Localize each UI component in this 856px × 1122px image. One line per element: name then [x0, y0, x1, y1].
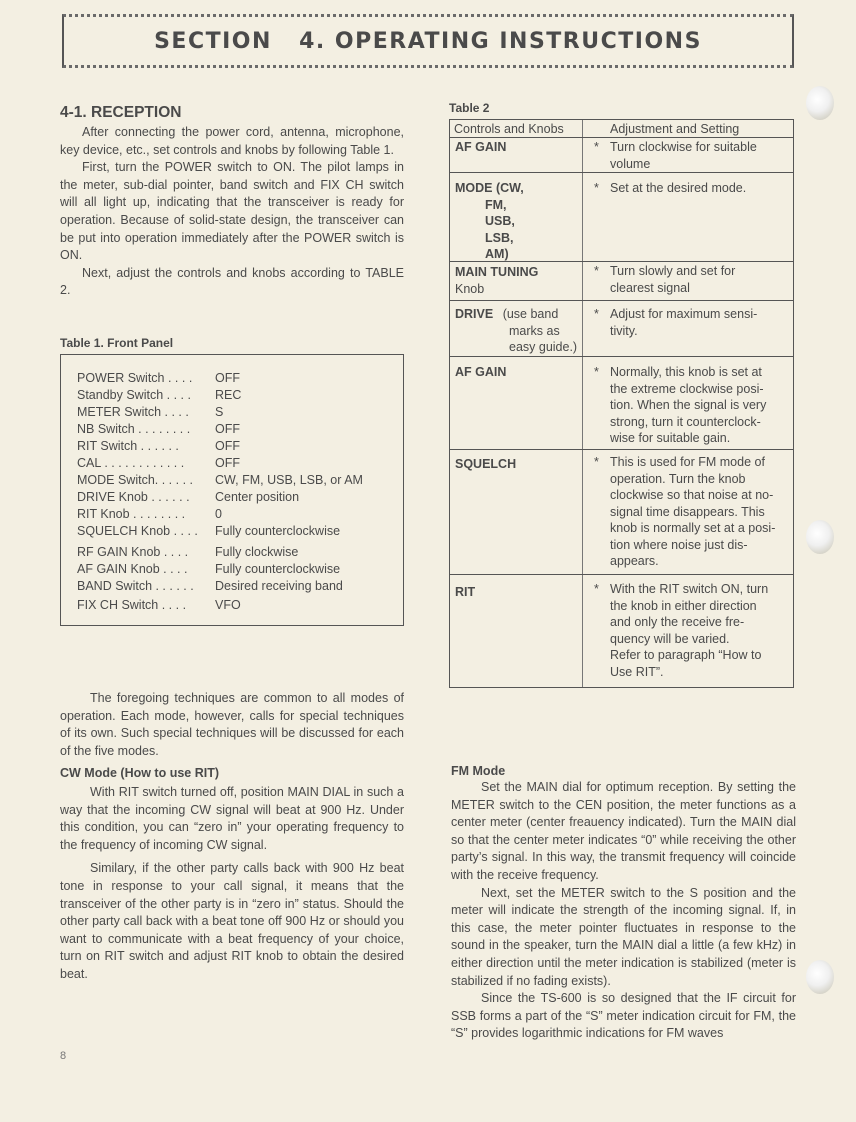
table1-row: NB Switch . . . . . . . . OFF — [77, 422, 240, 436]
page-number: 8 — [60, 1050, 67, 1062]
table1-row: MODE Switch. . . . . . CW, FM, USB, LSB, or AM — [77, 473, 363, 487]
table2-setting-mode: * Set at the desired mode. — [594, 181, 747, 195]
table2-row-divider — [450, 574, 793, 575]
table2-control-drive: DRIVE (use band marks as easy guide.) — [455, 307, 578, 354]
table2-row-divider — [450, 261, 793, 262]
table2-header-adjustment: Adjustment and Setting — [610, 122, 740, 136]
table1-row: CAL . . . . . . . . . . . . OFF — [77, 456, 240, 470]
table1-front-panel — [60, 354, 404, 626]
table1-row: METER Switch . . . . S — [77, 405, 224, 419]
table2-row-divider — [450, 300, 793, 301]
table2-row-divider — [450, 356, 793, 357]
table2-header-controls: Controls and Knobs — [454, 122, 564, 136]
table2-row-divider — [450, 137, 793, 138]
table2-row-divider — [450, 449, 793, 450]
fm-paragraph-3: Since the TS-600 is so designed that the IF circuit for SSB forms a part of the “S” meter indication circuit for FM, the “S” provides logarithmic indications for FM waves — [451, 991, 796, 1041]
table2-row-divider — [450, 172, 793, 173]
table1-row: AF GAIN Knob . . . . Fully counterclockwise — [77, 562, 341, 576]
table2-setting-af-gain-2: * Normally, this knob is set at the extreme clockwise posi- tion. When the signal is very strong, turn it counterclock- wise for suitable gain. — [594, 365, 767, 445]
reception-paragraph-3: Next, adjust the controls and knobs according to TABLE 2. — [60, 265, 404, 298]
reception-heading: 4-1. RECEPTION — [60, 104, 182, 121]
table1-row: Standby Switch . . . . REC — [77, 388, 242, 402]
section-heading: OPERATING INSTRUCTIONS — [334, 29, 702, 54]
binder-hole — [806, 520, 834, 554]
table2-caption: Table 2 — [449, 101, 490, 115]
table2-control-mode: MODE (CW, FM, USB, LSB, AM) — [455, 181, 524, 261]
table2-control-af-gain-2: AF GAIN — [455, 365, 507, 379]
table2-control-af-gain: AF GAIN — [455, 140, 507, 154]
cw-mode-heading: CW Mode (How to use RIT) — [60, 766, 220, 780]
binder-hole — [806, 960, 834, 994]
table1-row: FIX CH Switch . . . . VFO — [77, 598, 241, 612]
table2-setting-squelch: * This is used for FM mode of operation. Turn the knob clockwise so that noise at no- signal time disappears. This knob is normally set at a posi- tion where noise just dis- appears. — [594, 455, 776, 568]
table2-controls — [449, 119, 794, 688]
section-label: SECTION — [154, 29, 272, 54]
fm-paragraph-2: Next, set the METER switch to the S position and the meter will indicate the strength of the incoming signal. If, in this case, the meter pointer fluctuates in response to the sound in the speaker, turn the MAIN dial a little (a few kHz) in either direction until the meter indication is stabilized (meter is stabilized if no fading exists). — [451, 885, 796, 988]
fm-paragraph-1: Set the MAIN dial for optimum reception. By setting the METER switch to the CEN position, the meter functions as a center meter (center freauency indicated). Turn the MAIN dial so that the center meter indicates “0” while receiving the other party’s signal. In this way, the transmit frequency will coincide with the receive frequency. — [451, 780, 796, 882]
cw-paragraph-2: Similary, if the other party calls back with 900 Hz beat tone in response to your call signal, it means that the transceiver of the other party is in “zero in” status. Should the other party call back with a beat tone off 900 Hz or should you want to communicate with a beat frequency of your choice, turn on RIT switch and adjust RIT knob to obtain the desired beat. — [60, 861, 404, 981]
table1-row: RIT Knob . . . . . . . . 0 — [77, 507, 222, 521]
reception-text — [60, 124, 404, 300]
table1-row: RF GAIN Knob . . . . Fully clockwise — [77, 545, 299, 559]
fm-mode-heading: FM Mode — [451, 764, 506, 778]
reception-paragraph-1: After connecting the power cord, antenna, microphone, key device, etc., set controls and knobs by following Table 1. — [60, 125, 404, 157]
table2-control-rit: RIT — [455, 585, 476, 599]
table2-setting-drive: * Adjust for maximum sensi- tivity. — [594, 307, 758, 338]
binder-hole — [806, 86, 834, 120]
table1-row: RIT Switch . . . . . . OFF — [77, 439, 240, 453]
table1-row: DRIVE Knob . . . . . . Center position — [77, 490, 300, 504]
table1-row: POWER Switch . . . . OFF — [77, 371, 240, 385]
table1-row: BAND Switch . . . . . . Desired receiving band — [77, 579, 343, 593]
table2-column-divider — [582, 120, 583, 687]
table2-setting-af-gain: * Turn clockwise for suitable volume — [594, 140, 757, 171]
techniques-paragraph: The foregoing techniques are common to all modes of operation. Each mode, however, calls for special techniques of its own. Such special techniques will be discussed for each of the five modes. — [60, 691, 404, 758]
table2-control-squelch: SQUELCH — [455, 457, 517, 471]
section-number: 4. — [299, 29, 326, 54]
fm-mode-text — [451, 779, 796, 1043]
table1-row: SQUELCH Knob . . . . Fully counterclockwise — [77, 524, 341, 538]
table2-control-main-tuning: MAIN TUNING Knob — [455, 265, 539, 296]
reception-paragraph-2: First, turn the POWER switch to ON. The pilot lamps in the meter, sub-dial pointer, band switch and FIX CH switch will all light up, indicating that the transceiver is ready for operation. Because of solid-state design, the transceiver can be put into operation immediately after the POWER switch is ON. — [60, 160, 404, 263]
section-title — [64, 29, 792, 54]
cw-paragraph-1: With RIT switch turned off, position MAIN DIAL in such a way that the incoming CW signal will beat at 900 Hz. Under this condition, you can “zero in” your operating frequency to the frequency of incoming CW signal. — [60, 785, 404, 852]
table2-setting-rit: * With the RIT switch ON, turn the knob in either direction and only the receive fre- quency will be varied. Refer to paragraph “How to Use RIT”. — [594, 582, 769, 679]
section-banner — [62, 14, 794, 68]
table2-setting-main-tuning: * Turn slowly and set for clearest signal — [594, 264, 736, 295]
cw-mode-text — [60, 784, 404, 984]
table1-caption: Table 1. Front Panel — [60, 336, 174, 350]
